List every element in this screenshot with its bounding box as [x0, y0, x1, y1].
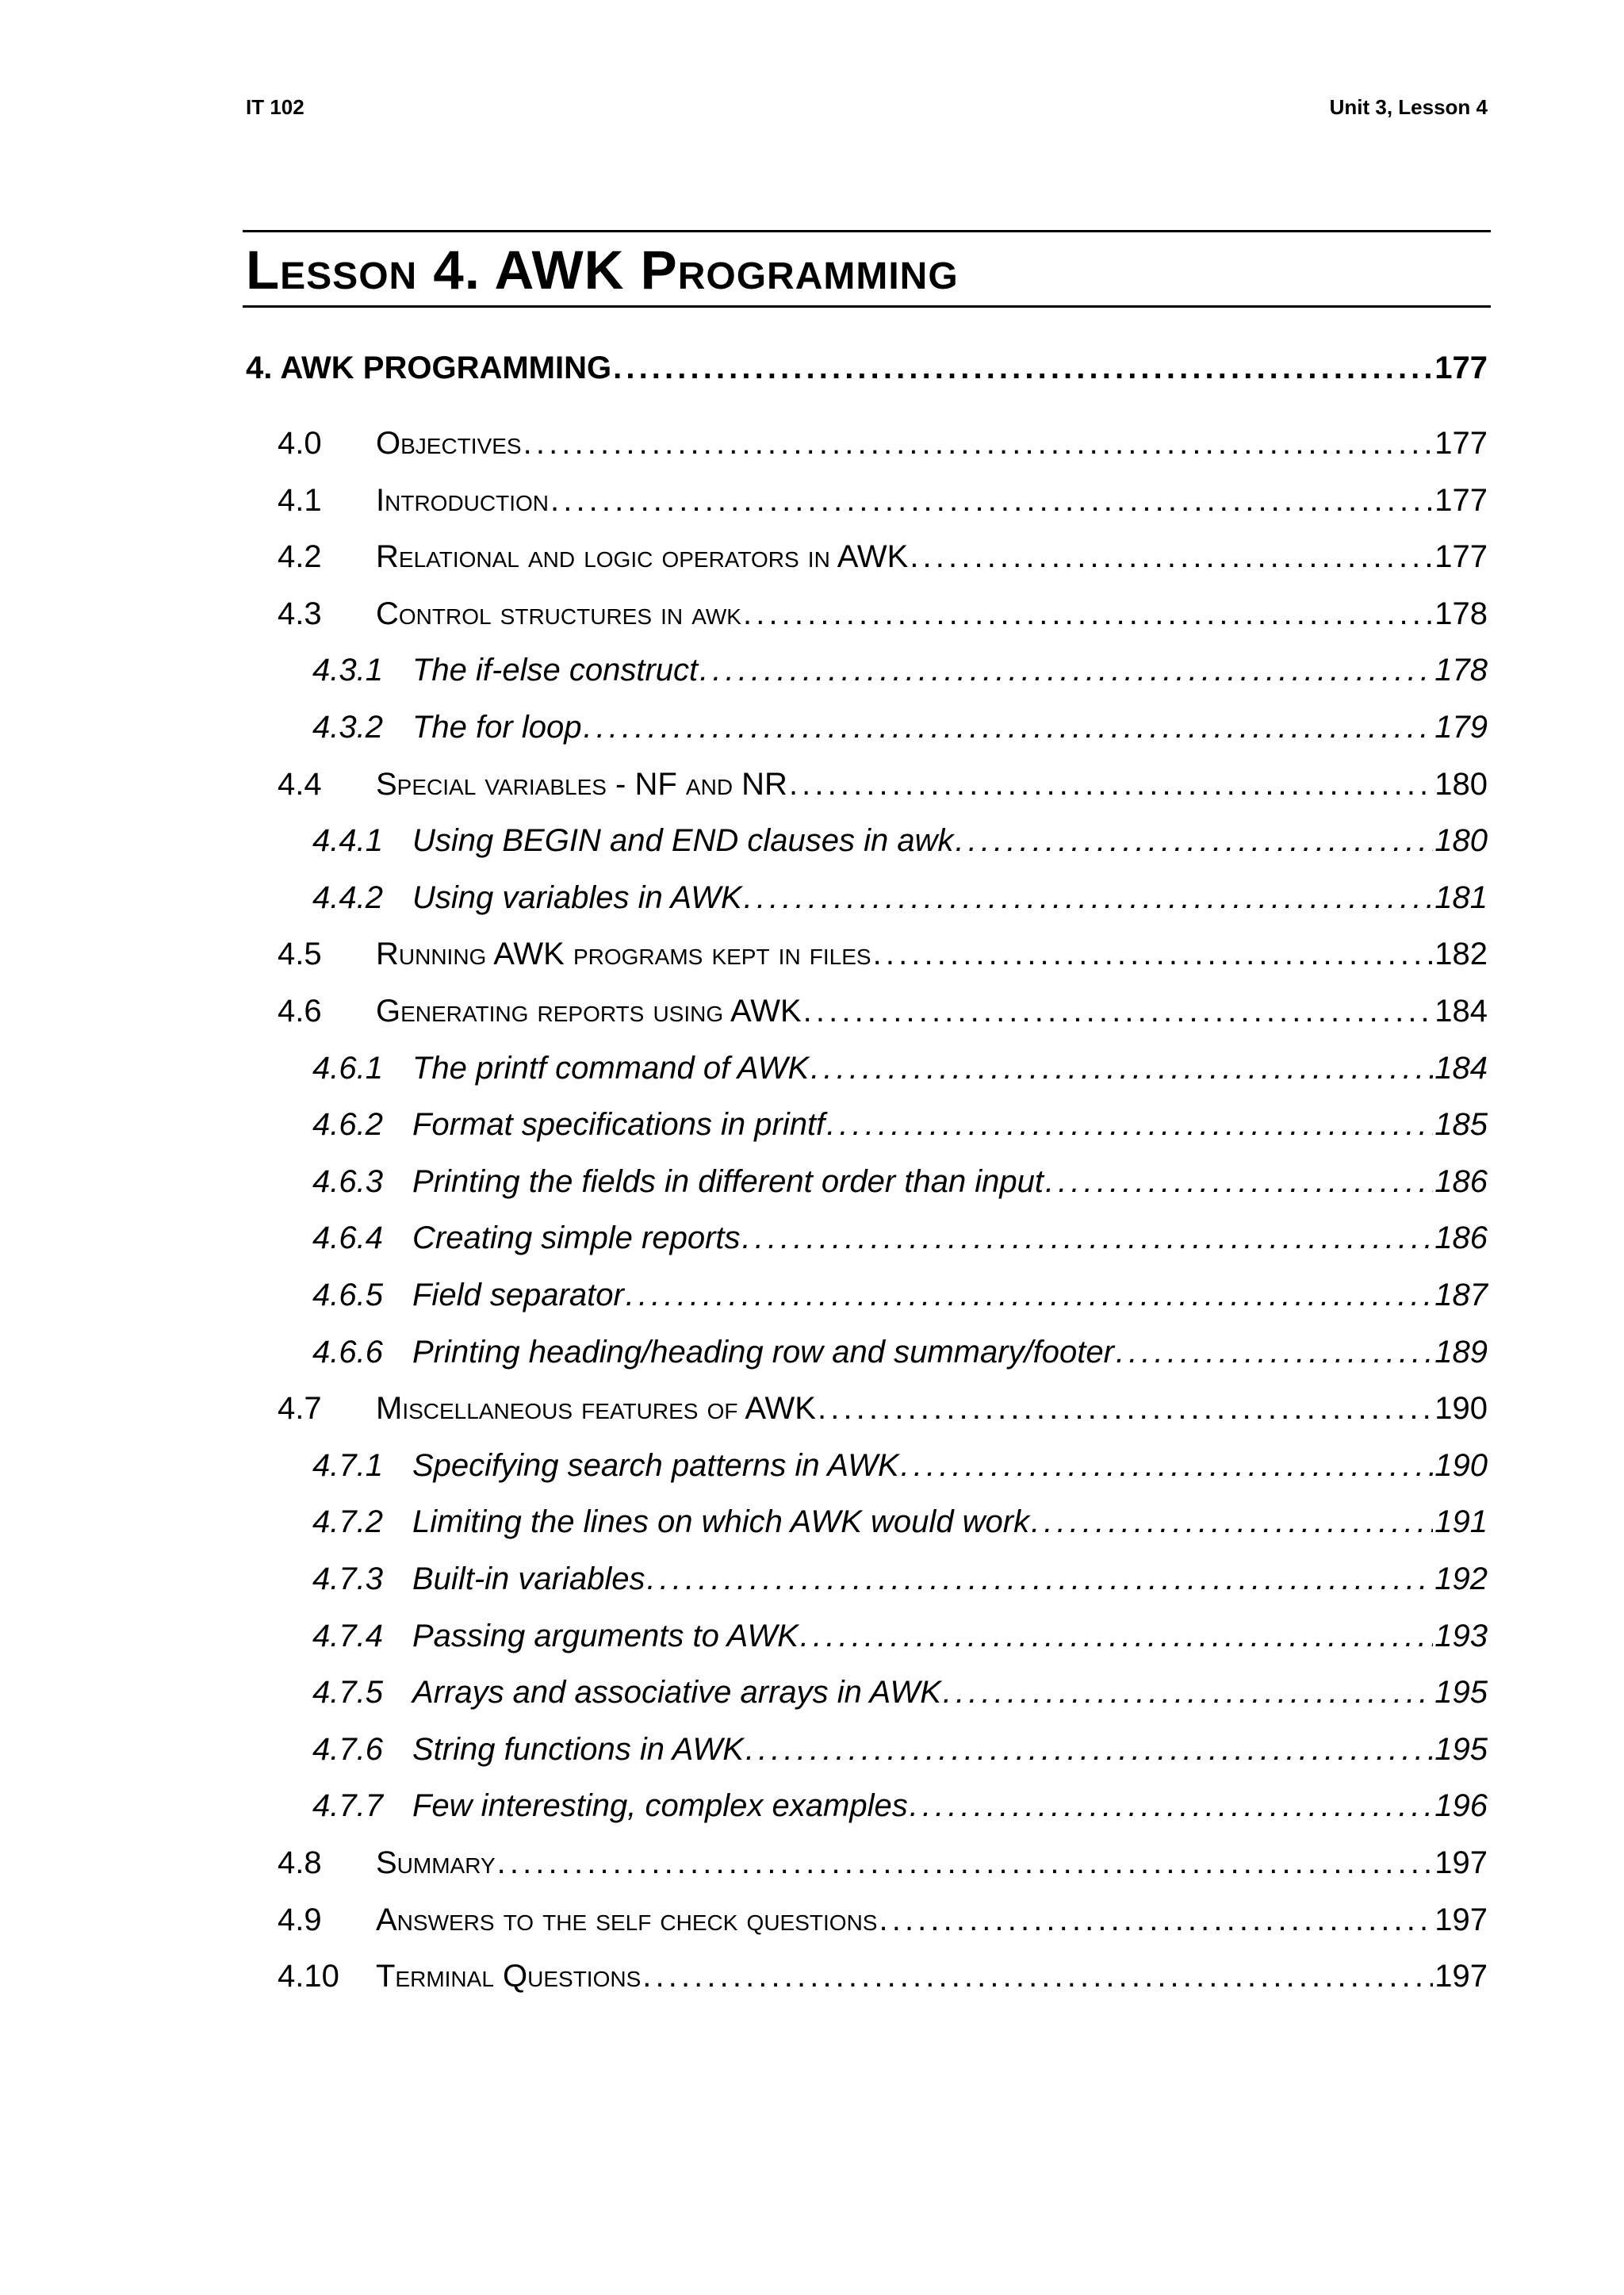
toc-dot-leader	[910, 1788, 1434, 1824]
toc-dot-leader	[910, 539, 1433, 575]
toc-entry-title: Control structures in awk	[376, 596, 741, 631]
toc-entry-number: 4.7.7	[312, 1788, 383, 1824]
toc-entry[interactable]	[246, 1107, 1488, 1143]
toc-entry[interactable]	[246, 596, 1488, 632]
toc-entry-title: Field separator	[412, 1278, 624, 1312]
toc-entry-page: 179	[1434, 710, 1488, 745]
toc-dot-leader	[1031, 1504, 1433, 1540]
toc-entry-page: 196	[1434, 1788, 1488, 1824]
toc-entry-number: 4.1	[278, 482, 322, 518]
toc-entry-number: 4.7.4	[312, 1618, 383, 1653]
toc-entry-number: 4.6.2	[312, 1107, 383, 1143]
toc-dot-leader	[810, 1051, 1433, 1086]
toc-dot-leader	[743, 596, 1433, 632]
toc-entry[interactable]	[246, 767, 1488, 803]
toc-entry-number: 4.6	[278, 994, 322, 1029]
toc-entry-number: 4.7.2	[312, 1504, 383, 1540]
toc-entry[interactable]	[246, 1278, 1488, 1313]
toc-entry-title: Running AWK programs kept in files	[376, 937, 871, 972]
toc-entry-number: 4.8	[278, 1845, 322, 1880]
toc-entry[interactable]	[246, 539, 1488, 575]
toc-entry-title: Arrays and associative arrays in AWK	[412, 1675, 941, 1711]
toc-entry-title: The if-else construct	[412, 653, 699, 688]
toc-entry-number: 4.6.5	[312, 1278, 383, 1312]
toc-entry-page: 191	[1434, 1504, 1488, 1540]
toc-entry-number: 4.3	[278, 596, 322, 631]
toc-entry-number: 4.9	[278, 1902, 322, 1937]
toc-entry-number: 4.7.5	[312, 1675, 383, 1711]
toc-entry[interactable]	[246, 1788, 1488, 1824]
toc-entry-page: 184	[1434, 994, 1488, 1029]
toc-entry-number: 4.4.2	[312, 879, 383, 915]
toc-dot-leader	[1116, 1335, 1433, 1370]
toc-dot-leader	[901, 1448, 1434, 1484]
toc-entry-page: 181	[1434, 879, 1488, 915]
toc-entry-page: 180	[1434, 823, 1488, 859]
toc-entry-number: 4.7.1	[312, 1447, 383, 1483]
toc-entry-title: Special variables - NF and NR	[376, 766, 787, 802]
toc-entry[interactable]	[246, 1675, 1488, 1711]
toc-entry-number: 4.7	[278, 1391, 322, 1427]
toc-entry[interactable]	[246, 1448, 1488, 1484]
toc-entry[interactable]	[246, 351, 1488, 386]
toc-entry-title: Miscellaneous features of AWK	[376, 1391, 816, 1427]
toc-entry-number: 4.6.3	[312, 1163, 383, 1199]
toc-entry-title: Format specifications in printf	[412, 1107, 825, 1143]
toc-entry-title: Using variables in AWK	[412, 879, 742, 915]
toc-dot-leader	[742, 1220, 1434, 1256]
toc-entry-title: Built-in variables	[412, 1561, 645, 1596]
toc-entry-page: 197	[1434, 1845, 1488, 1880]
toc-dot-leader	[497, 1845, 1434, 1881]
toc-dot-leader	[800, 1619, 1433, 1654]
toc-dot-leader	[646, 1561, 1433, 1597]
toc-entry-page: 182	[1434, 937, 1488, 972]
course-code: IT 102	[246, 95, 304, 119]
toc-dot-leader	[744, 880, 1434, 916]
toc-entry-title: Printing heading/heading row and summary/footer	[412, 1334, 1114, 1370]
toc-dot-leader	[956, 823, 1434, 859]
toc-entry-number: 4.2	[278, 539, 322, 575]
title-block	[243, 230, 1491, 308]
toc-entry[interactable]	[246, 880, 1488, 916]
toc-entry-title: AWK PROGRAMMING	[280, 351, 612, 385]
toc-entry-page: 189	[1434, 1334, 1488, 1370]
toc-entry-page: 195	[1434, 1675, 1488, 1711]
toc-entry-page: 197	[1434, 1902, 1488, 1937]
toc-dot-leader	[789, 767, 1433, 803]
toc-dot-leader	[745, 1732, 1433, 1768]
page-header	[246, 95, 1488, 119]
toc-entry-number: 4.10	[278, 1959, 339, 1994]
toc-entry-number: 4.7.6	[312, 1731, 383, 1767]
toc-dot-leader	[583, 710, 1433, 745]
toc-entry-page: 197	[1434, 1959, 1488, 1994]
toc-entry-page: 186	[1434, 1163, 1488, 1199]
toc-entry-page: 190	[1434, 1391, 1488, 1427]
toc-dot-leader	[879, 1902, 1433, 1938]
toc-entry-number: 4.7.3	[312, 1561, 383, 1596]
toc-entry-title: Creating simple reports	[412, 1220, 741, 1256]
toc-entry-page: 184	[1434, 1050, 1488, 1086]
toc-entry[interactable]	[246, 823, 1488, 859]
toc-entry-page: 177	[1434, 482, 1488, 518]
toc-entry-page: 192	[1434, 1561, 1488, 1596]
toc-entry-title: Answers to the self check questions	[376, 1902, 878, 1937]
toc-entry-page: 187	[1434, 1278, 1488, 1312]
toc-entry-page: 193	[1434, 1618, 1488, 1653]
toc-entry-title: Introduction	[376, 482, 549, 518]
toc-entry[interactable]	[246, 1959, 1488, 1994]
toc-entry-page: 180	[1434, 766, 1488, 802]
toc-entry[interactable]	[246, 1845, 1488, 1881]
toc-entry-number: 4.4.1	[312, 823, 383, 859]
toc-entry[interactable]	[246, 1164, 1488, 1200]
toc-entry-title: The for loop	[412, 710, 582, 745]
toc-entry[interactable]	[246, 1619, 1488, 1654]
toc-dot-leader	[1045, 1164, 1433, 1200]
unit-lesson-label: Unit 3, Lesson 4	[1329, 95, 1488, 119]
toc-entry-page: 177	[1434, 539, 1488, 575]
toc-entry-number: 4.5	[278, 937, 322, 972]
toc-dot-leader	[699, 653, 1433, 688]
toc-entry-title: Generating reports using AWK	[376, 994, 802, 1029]
toc-entry-page: 178	[1434, 653, 1488, 688]
page-title: Lesson 4. AWK Programming	[246, 239, 959, 301]
toc-entry-page: 177	[1434, 426, 1488, 461]
toc-entry-number: 4.6.4	[312, 1220, 383, 1256]
toc-entry-number: 4.6.6	[312, 1334, 383, 1370]
toc-entry-number: 4.	[246, 351, 273, 385]
toc-entry-title: Summary	[376, 1845, 496, 1880]
toc-entry-title: The printf command of AWK	[412, 1050, 810, 1086]
toc-entry[interactable]	[246, 1561, 1488, 1597]
toc-entry[interactable]	[246, 483, 1488, 519]
toc-entry-title: Printing the fields in different order than input	[412, 1163, 1044, 1199]
toc-entry-title: Passing arguments to AWK	[412, 1618, 799, 1653]
toc-entry-page: 195	[1434, 1731, 1488, 1767]
toc-dot-leader	[613, 351, 1433, 386]
toc-entry-title: Specifying search patterns in AWK	[412, 1447, 899, 1483]
toc-entry-page: 186	[1434, 1220, 1488, 1256]
toc-entry[interactable]	[246, 1504, 1488, 1540]
toc-entry-page: 178	[1434, 596, 1488, 631]
toc-dot-leader	[826, 1107, 1433, 1143]
toc-dot-leader	[550, 483, 1433, 519]
toc-entry-number: 4.4	[278, 766, 322, 802]
toc-entry[interactable]	[246, 653, 1488, 688]
toc-entry[interactable]	[246, 994, 1488, 1029]
toc-entry[interactable]	[246, 1220, 1488, 1256]
toc-entry[interactable]	[246, 1902, 1488, 1938]
toc-dot-leader	[523, 426, 1434, 462]
toc-entry-number: 4.0	[278, 426, 322, 461]
toc-dot-leader	[873, 937, 1434, 972]
toc-entry-title: Using BEGIN and END clauses in awk	[412, 823, 954, 859]
toc-entry-title: Few interesting, complex examples	[412, 1788, 908, 1824]
toc-entry[interactable]	[246, 937, 1488, 972]
toc-entry-title: String functions in AWK	[412, 1731, 744, 1767]
toc-entry-title: Terminal Questions	[376, 1959, 642, 1994]
toc-dot-leader	[642, 1959, 1433, 1994]
toc-entry-page: 177	[1434, 351, 1488, 385]
toc-entry-number: 4.3.2	[312, 710, 383, 745]
toc-dot-leader	[943, 1675, 1433, 1711]
toc-entry-page: 190	[1434, 1447, 1488, 1483]
toc-entry-number: 4.3.1	[312, 653, 383, 688]
toc-entry[interactable]	[246, 426, 1488, 462]
toc-entry-title: Limiting the lines on which AWK would work	[412, 1504, 1030, 1540]
toc-entry[interactable]	[246, 1051, 1488, 1086]
toc-dot-leader	[803, 994, 1434, 1029]
toc-dot-leader	[626, 1278, 1433, 1313]
toc-entry-number: 4.6.1	[312, 1050, 383, 1086]
toc-dot-leader	[818, 1391, 1433, 1427]
toc-entry[interactable]	[246, 710, 1488, 745]
toc-entry-page: 185	[1434, 1107, 1488, 1143]
toc-entry[interactable]	[246, 1391, 1488, 1427]
toc-entry[interactable]	[246, 1335, 1488, 1370]
toc-entry-title: Objectives	[376, 426, 522, 461]
toc-entry-title: Relational and logic operators in AWK	[376, 539, 909, 575]
toc-entry[interactable]	[246, 1732, 1488, 1768]
